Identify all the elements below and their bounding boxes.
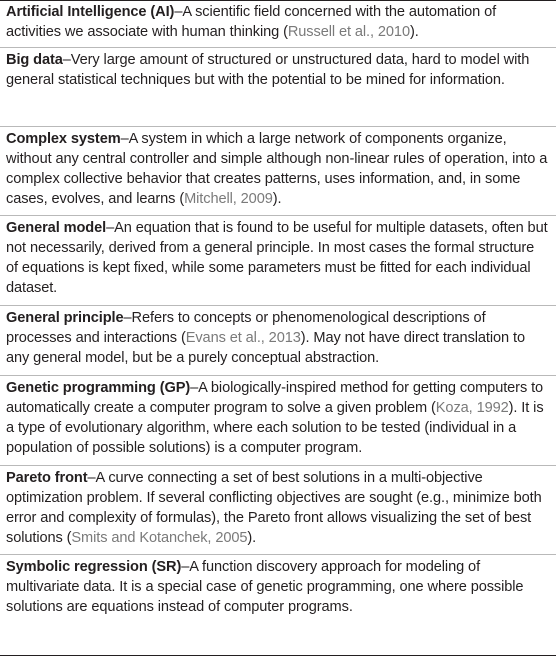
glossary-entry-complex-system <box>0 129 556 209</box>
glossary-entry-symbolic-regression <box>0 557 556 617</box>
citation-link[interactable]: Koza, 1992 <box>435 400 509 416</box>
glossary-entry-ai <box>0 2 556 42</box>
citation-link[interactable]: Evans et al., 2013 <box>185 330 301 346</box>
entry-definition: –Refers to concepts or phenomenological descriptions of processes and interactions ( <box>6 310 486 346</box>
entry-definition: –A system in which a large network of components organize, without any central controller and simple although non-linear rules of operation, into a complex collective behavior that creates patterns, uses information, and, in some cases, evolves, and learns ( <box>6 131 548 207</box>
glossary-entry-general-model <box>0 218 556 298</box>
entry-definition-tail: ). It is a type of evolutionary algorithm, where each solution to be tested (individual in a population of possible solutions) is a computer program. <box>6 400 544 456</box>
bottom-rule <box>0 655 556 656</box>
entry-definition-tail: ). May not have direct translation to any general model, but be a purely conceptual abstraction. <box>6 330 525 366</box>
entry-term: Genetic programming (GP) <box>6 380 191 396</box>
entry-definition: –An equation that is found to be useful for multiple datasets, often but not necessarily, derived from a general principle. In most cases the formal structure of equations is kept fixed, while some parameters must be fitted for each individual dataset. <box>6 220 548 296</box>
entry-definition-tail: ). <box>272 191 282 207</box>
row-separator <box>0 215 556 216</box>
entry-term: General model <box>6 220 107 236</box>
glossary-entry-general-principle <box>0 308 556 368</box>
entry-term: Pareto front <box>6 470 88 486</box>
entry-definition: –A curve connecting a set of best solutions in a multi-objective optimization problem. If several conflicting objectives are sought (e.g., minimize both error and complexity of formulas), the Pareto front allows visualizing the set of best solutions ( <box>6 470 542 546</box>
citation-link[interactable]: Russell et al., 2010 <box>287 24 410 40</box>
entry-term: Symbolic regression (SR) <box>6 559 182 575</box>
glossary-entry-big-data <box>0 50 556 90</box>
glossary-entry-genetic-programming <box>0 378 556 458</box>
entry-term: General principle <box>6 310 124 326</box>
entry-term: Complex system <box>6 131 121 147</box>
entry-definition: –A biologically-inspired method for getting computers to automatically create a computer program to solve a given problem ( <box>6 380 544 416</box>
entry-definition: –Very large amount of structured or unstructured data, hard to model with general statistical techniques but with the potential to be mined for information. <box>6 52 530 88</box>
citation-link[interactable]: Mitchell, 2009 <box>184 191 273 207</box>
citation-link[interactable]: Smits and Kotanchek, 2005 <box>71 530 248 546</box>
row-separator <box>0 375 556 376</box>
row-separator <box>0 305 556 306</box>
row-separator <box>0 465 556 466</box>
entry-definition: –A scientific field concerned with the automation of activities we associate with human thinking ( <box>6 4 497 40</box>
entry-term: Artificial Intelligence (AI) <box>6 4 175 20</box>
entry-definition-tail: ). <box>247 530 257 546</box>
row-separator <box>0 47 556 48</box>
entry-definition-tail: ). <box>409 24 419 40</box>
row-separator <box>0 126 556 127</box>
row-separator <box>0 554 556 555</box>
glossary-entry-pareto-front <box>0 468 556 548</box>
entry-term: Big data <box>6 52 63 68</box>
top-rule <box>0 0 556 1</box>
entry-definition: –A function discovery approach for modeling of multivariate data. It is a special case of genetic programming, one where possible solutions are equations instead of computer programs. <box>6 559 524 615</box>
